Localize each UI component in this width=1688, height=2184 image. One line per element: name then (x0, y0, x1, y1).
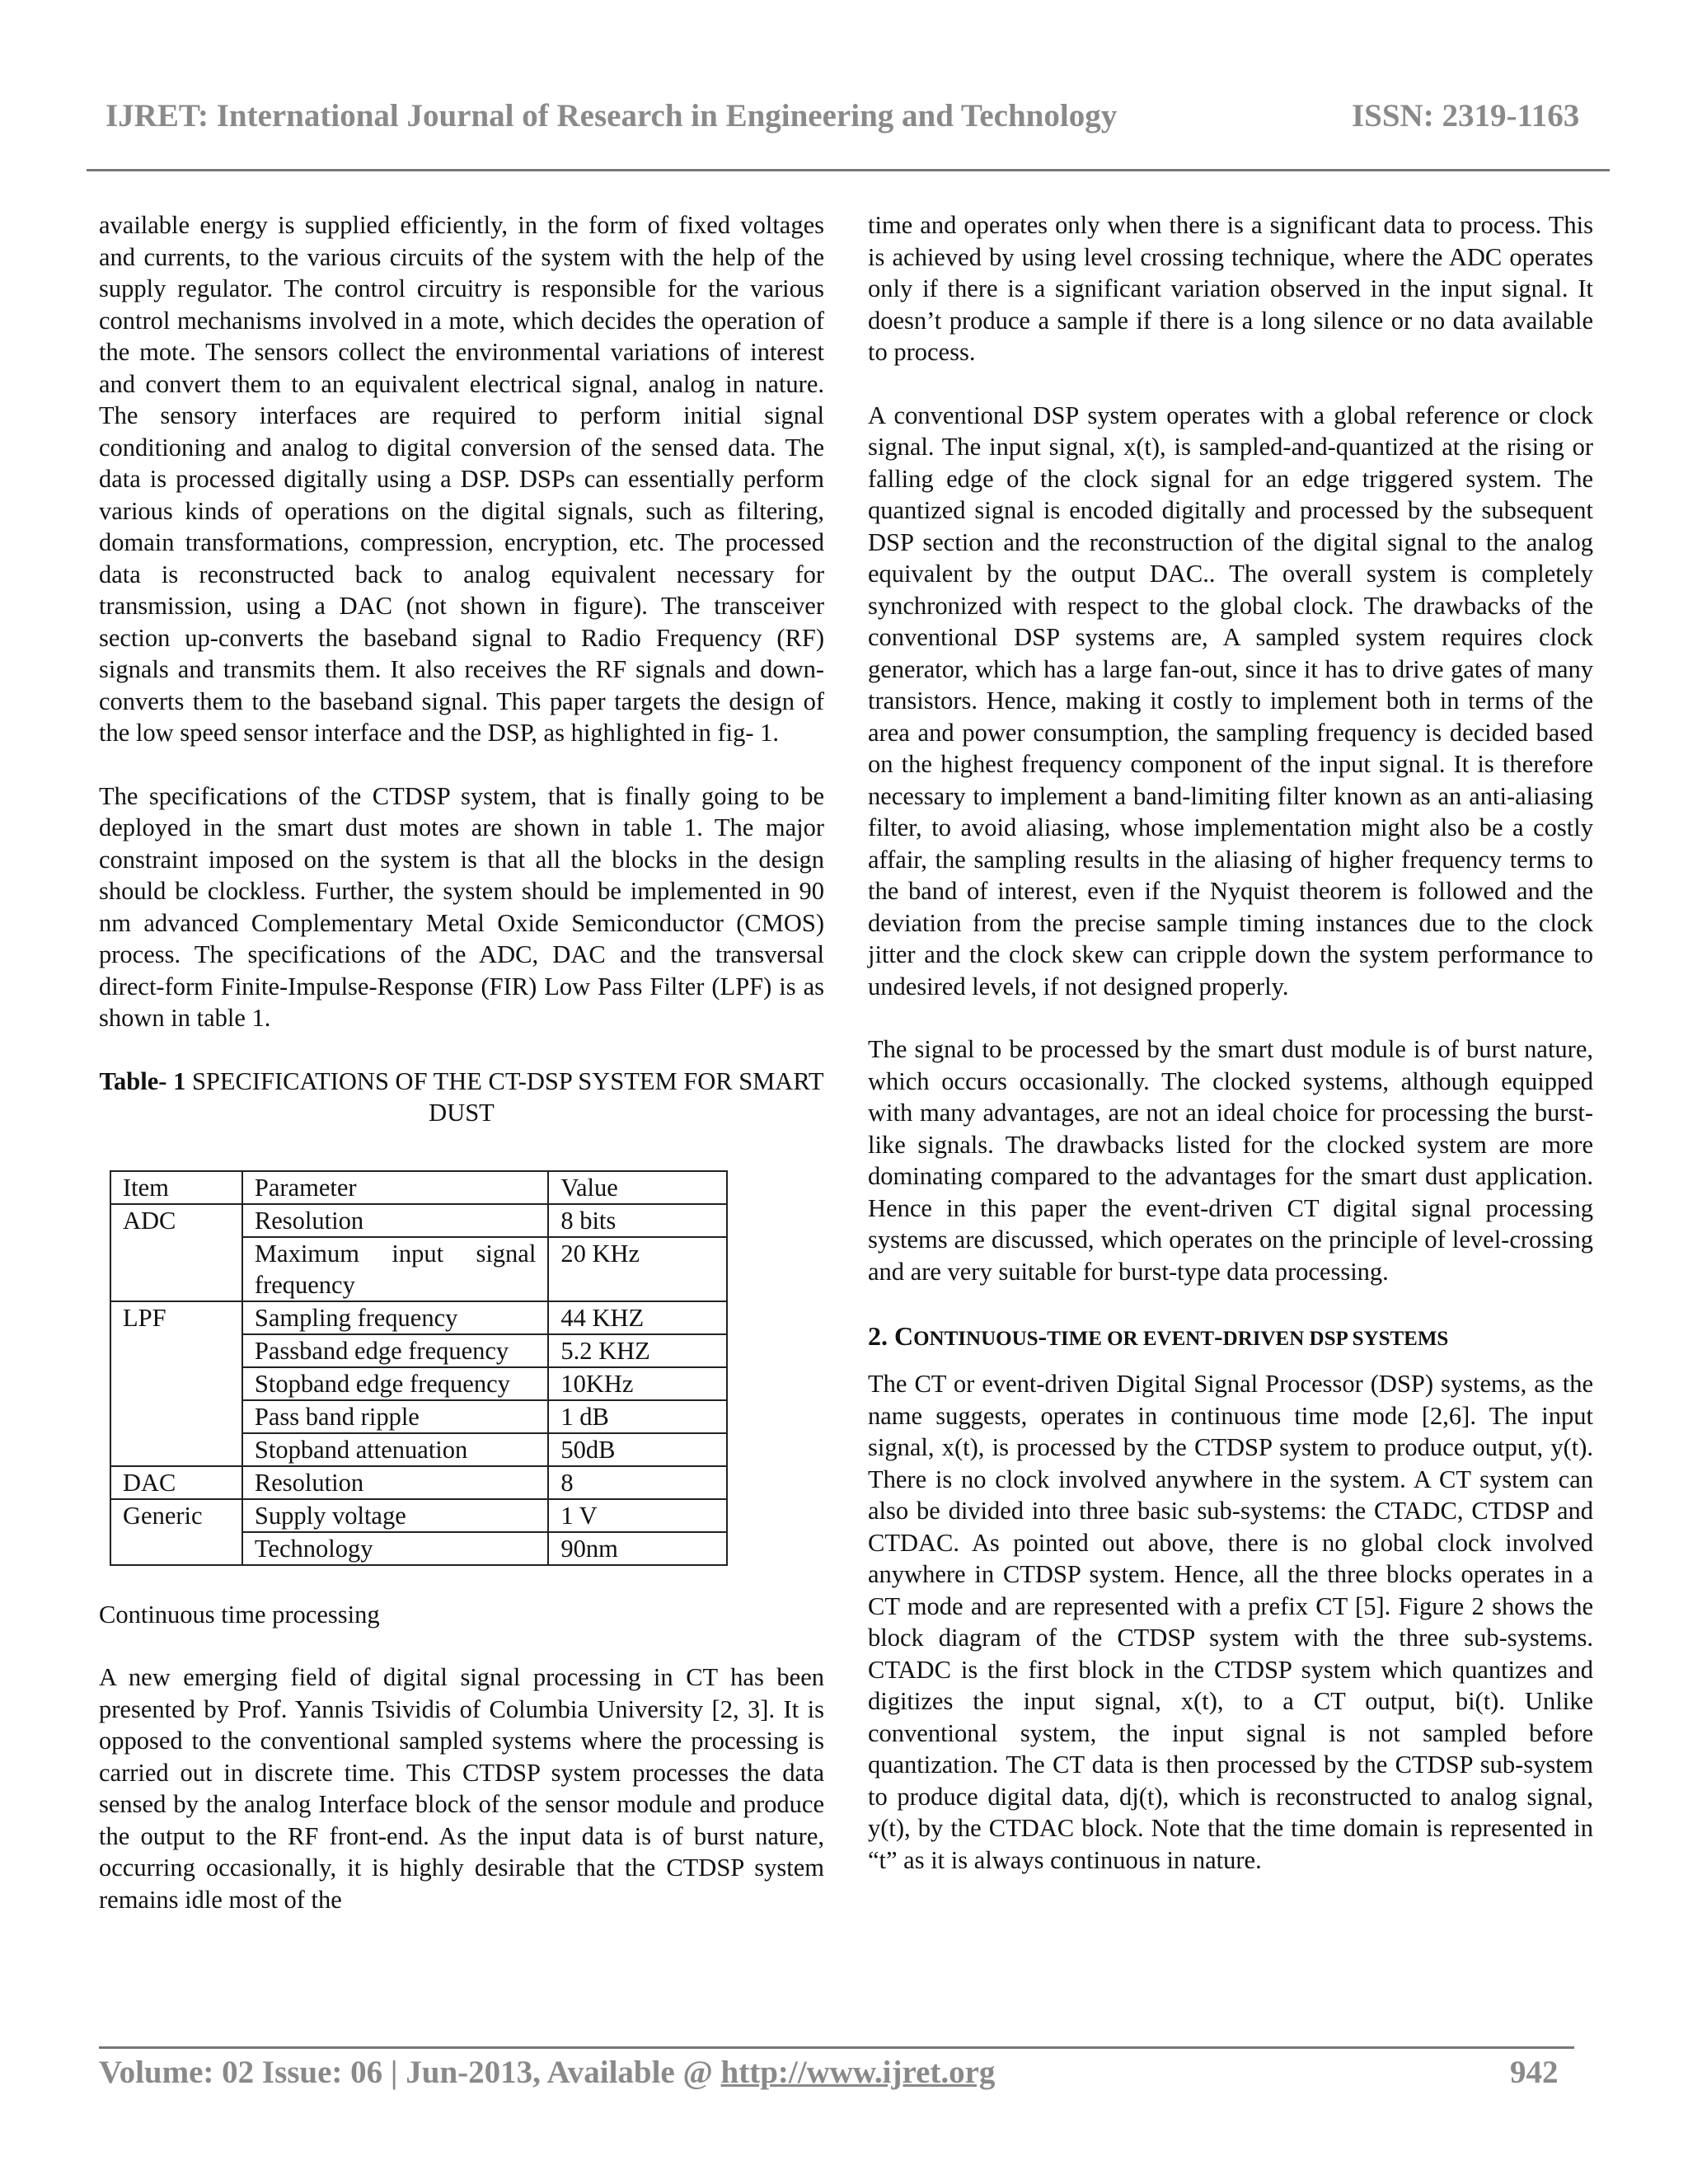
table-cell: Passband edge frequency (242, 1334, 548, 1367)
table-cell: Stopband attenuation (242, 1433, 548, 1466)
section-title-part: ONTINUOUS (913, 1328, 1039, 1350)
paragraph: A new emerging field of digital signal processing in CT has been presented by Prof. Yannis Tsividis of Columbia University [2, 3]. It is opposed to the conventional sampled systems where the processing is carried out in discrete time. This CTDSP system processes the data sensed by the analog Interface block of the sensor module and produce the output to the RF front-end. As the input data is of burst nature, occurring occasionally, it is highly desirable that the CTDSP system remains idle most of the (99, 1663, 824, 1914)
table-cell (110, 1237, 242, 1301)
paragraph: A conventional DSP system operates with a global reference or clock signal. The input signal, x(t), is sampled-and-quantized at the rising or falling edge of the clock signal for an edge triggered system. The quantized signal is encoded digitally and processed by the subsequent DSP section and the reconstruction of the digital signal to the analog equivalent by the output DAC.. The overall system is completely synchronized with respect to the global clock. The drawbacks of the conventional DSP systems are, A sampled system requires clock generator, which has a large fan-out, since it has to drive gates of many transistors. Hence, making it costly to implement both in terms of the area and power consumption, the sampling frequency is decided based on the highest frequency component of the input signal. It is therefore necessary to implement a band-limiting filter known as an anti-aliasing filter, to avoid aliasing, whose implementation might also be a costly affair, the sampling results in the aliasing of higher frequency terms to the band of interest, even if the Nyquist theorem is followed and the deviation from the precise sample timing instances due to the clock jitter and the clock skew can cripple down the system performance to undesired levels, if not designed properly. (868, 401, 1593, 1001)
paragraph: available energy is supplied efficiently, in the form of fixed voltages and currents, to the various circuits of the system with the help of the supply regulator. The control circuitry is responsible for the various control mechanisms involved in a mote, which decides the operation of the mote. The sensors collect the environmental variations of interest and convert them to an equivalent electrical signal, analog in nature. The sensory interfaces are required to perform initial signal conditioning and analog to digital conversion of the sensed data. The data is processed digitally using a DSP. DSPs can essentially perform various kinds of operations on the digital signals, such as filtering, domain transformations, compression, encryption, etc. The processed data is reconstructed back to analog equivalent necessary for transmission, using a DAC (not shown in figure). The transceiver section up-converts the baseband signal to Radio Frequency (RF) signals and transmits them. It also receives the RF signals and down-converts them to the baseband signal. This paper targets the design of the low speed sensor interface and the DSP, as highlighted in fig- 1. (99, 211, 824, 747)
table-cell: 10KHz (548, 1367, 727, 1400)
journal-title: IJRET: International Journal of Research in Engineering and Technology (106, 98, 1118, 134)
table-title: SPECIFICATIONS OF THE CT-DSP SYSTEM FOR SMART DUST (191, 1066, 824, 1127)
table-cell: Technology (242, 1532, 548, 1565)
table-cell: Generic (110, 1499, 242, 1532)
section-title-part: - (1214, 1321, 1223, 1351)
left-column (99, 209, 824, 1915)
table-row (110, 1466, 727, 1499)
page-number: 942 (1510, 2055, 1559, 2090)
journal-link[interactable]: http://www.ijret.org (720, 2055, 996, 2090)
subheading: Continuous time processing (99, 1600, 380, 1629)
table-cell (110, 1367, 242, 1400)
table-cell: Resolution (242, 1204, 548, 1237)
footer-divider (99, 2046, 1574, 2049)
table-label: Table- 1 (99, 1066, 186, 1095)
table-row (110, 1204, 727, 1237)
table-cell: Maximum input signal frequency (242, 1237, 548, 1301)
table-cell: 50dB (548, 1433, 727, 1466)
table-cell: DAC (110, 1466, 242, 1499)
table-header-cell: Item (110, 1171, 242, 1204)
table-header-cell: Value (548, 1171, 727, 1204)
footer-text: Volume: 02 Issue: 06 | Jun-2013, Available @ (99, 2055, 721, 2090)
table-cell: Stopband edge frequency (242, 1367, 548, 1400)
section-number: 2. (868, 1321, 888, 1351)
table-cell (110, 1433, 242, 1466)
table-cell (110, 1334, 242, 1367)
section-title-part: TIME OR EVENT (1047, 1328, 1214, 1350)
header-divider (87, 169, 1610, 171)
table-header-cell: Parameter (242, 1171, 548, 1204)
table-row (110, 1400, 727, 1433)
issn-label: ISSN: 2319-1163 (1352, 98, 1580, 134)
table-cell: Resolution (242, 1466, 548, 1499)
table-cell: Supply voltage (242, 1499, 548, 1532)
paragraph: The signal to be processed by the smart dust module is of burst nature, which occurs occasionally. The clocked systems, although equipped with many advantages, are not an ideal choice for processing the burst-like signals. The drawbacks listed for the clocked system are more dominating compared to the advantages for the smart dust application. Hence in this paper the event-driven CT digital signal processing systems are discussed, which operates on the principle of level-crossing and are very suitable for burst-type data processing. (868, 1035, 1593, 1286)
table-cell: 44 KHZ (548, 1301, 727, 1334)
table-cell: 5.2 KHZ (548, 1334, 727, 1367)
table-cell: LPF (110, 1301, 242, 1334)
section-title-part: DRIVEN DSP SYSTEMS (1222, 1328, 1449, 1350)
table-row (110, 1433, 727, 1466)
table-header-row (110, 1171, 727, 1204)
table-row (110, 1532, 727, 1565)
page-footer (99, 2054, 995, 2091)
table-cell (110, 1532, 242, 1565)
right-column (868, 209, 1593, 1876)
table-cell: 8 (548, 1466, 727, 1499)
table-caption (99, 1066, 824, 1129)
table-row (110, 1334, 727, 1367)
table-cell: 1 V (548, 1499, 727, 1532)
paragraph: The specifications of the CTDSP system, that is finally going to be deployed in the smart dust motes are shown in table 1. The major constraint imposed on the system is that all the blocks in the design should be clockless. Further, the system should be implemented in 90 nm advanced Complementary Metal Oxide Semiconductor (CMOS) process. The specifications of the ADC, DAC and the transversal direct-form Finite-Impulse-Response (FIR) Low Pass Filter (LPF) is as shown in table 1. (99, 781, 824, 1032)
table-cell: 8 bits (548, 1204, 727, 1237)
table-cell: ADC (110, 1204, 242, 1237)
spec-table (110, 1170, 728, 1566)
table-cell: 1 dB (548, 1400, 727, 1433)
table-cell: Pass band ripple (242, 1400, 548, 1433)
table-row (110, 1301, 727, 1334)
table-cell: 90nm (548, 1532, 727, 1565)
section-heading (868, 1320, 1593, 1355)
page-header (0, 97, 1688, 147)
table-row (110, 1499, 727, 1532)
table-row (110, 1237, 727, 1301)
table-cell: Sampling frequency (242, 1301, 548, 1334)
paragraph: The CT or event-driven Digital Signal Processor (DSP) systems, as the name suggests, operates in continuous time mode [2,6]. The input signal, x(t), is processed by the CTDSP system to produce output, y(t). There is no clock involved anywhere in the system. A CT system can also be divided into three basic sub-systems: the CTADC, CTDSP and CTDAC. As pointed out above, there is no global clock involved anywhere in CTDSP system. Hence, all the three blocks operates in a CT mode and are represented with a prefix CT [5]. Figure 2 shows the block diagram of the CTDSP system with the three sub-systems. CTADC is the first block in the CTDSP system which quantizes and digitizes the input signal, x(t), to a CT output, bi(t). Unlike conventional system, the input signal is not sampled before quantization. The CT data is then processed by the CTDSP sub-system to produce digital data, dj(t), which is reconstructed to analog signal, y(t), by the CTDAC block. Note that the time domain is represented in “t” as it is always continuous in nature. (868, 1370, 1593, 1874)
paragraph: time and operates only when there is a significant data to process. This is achieved by using level crossing technique, where the ADC operates only if there is a significant variation observed in the input signal. It doesn’t produce a sample if there is a long silence or no data available to process. (868, 211, 1593, 366)
table-cell (110, 1400, 242, 1433)
table-cell: 20 KHz (548, 1237, 727, 1301)
section-title-part: - (1038, 1321, 1048, 1351)
section-title-part: C (894, 1321, 914, 1351)
table-row (110, 1367, 727, 1400)
